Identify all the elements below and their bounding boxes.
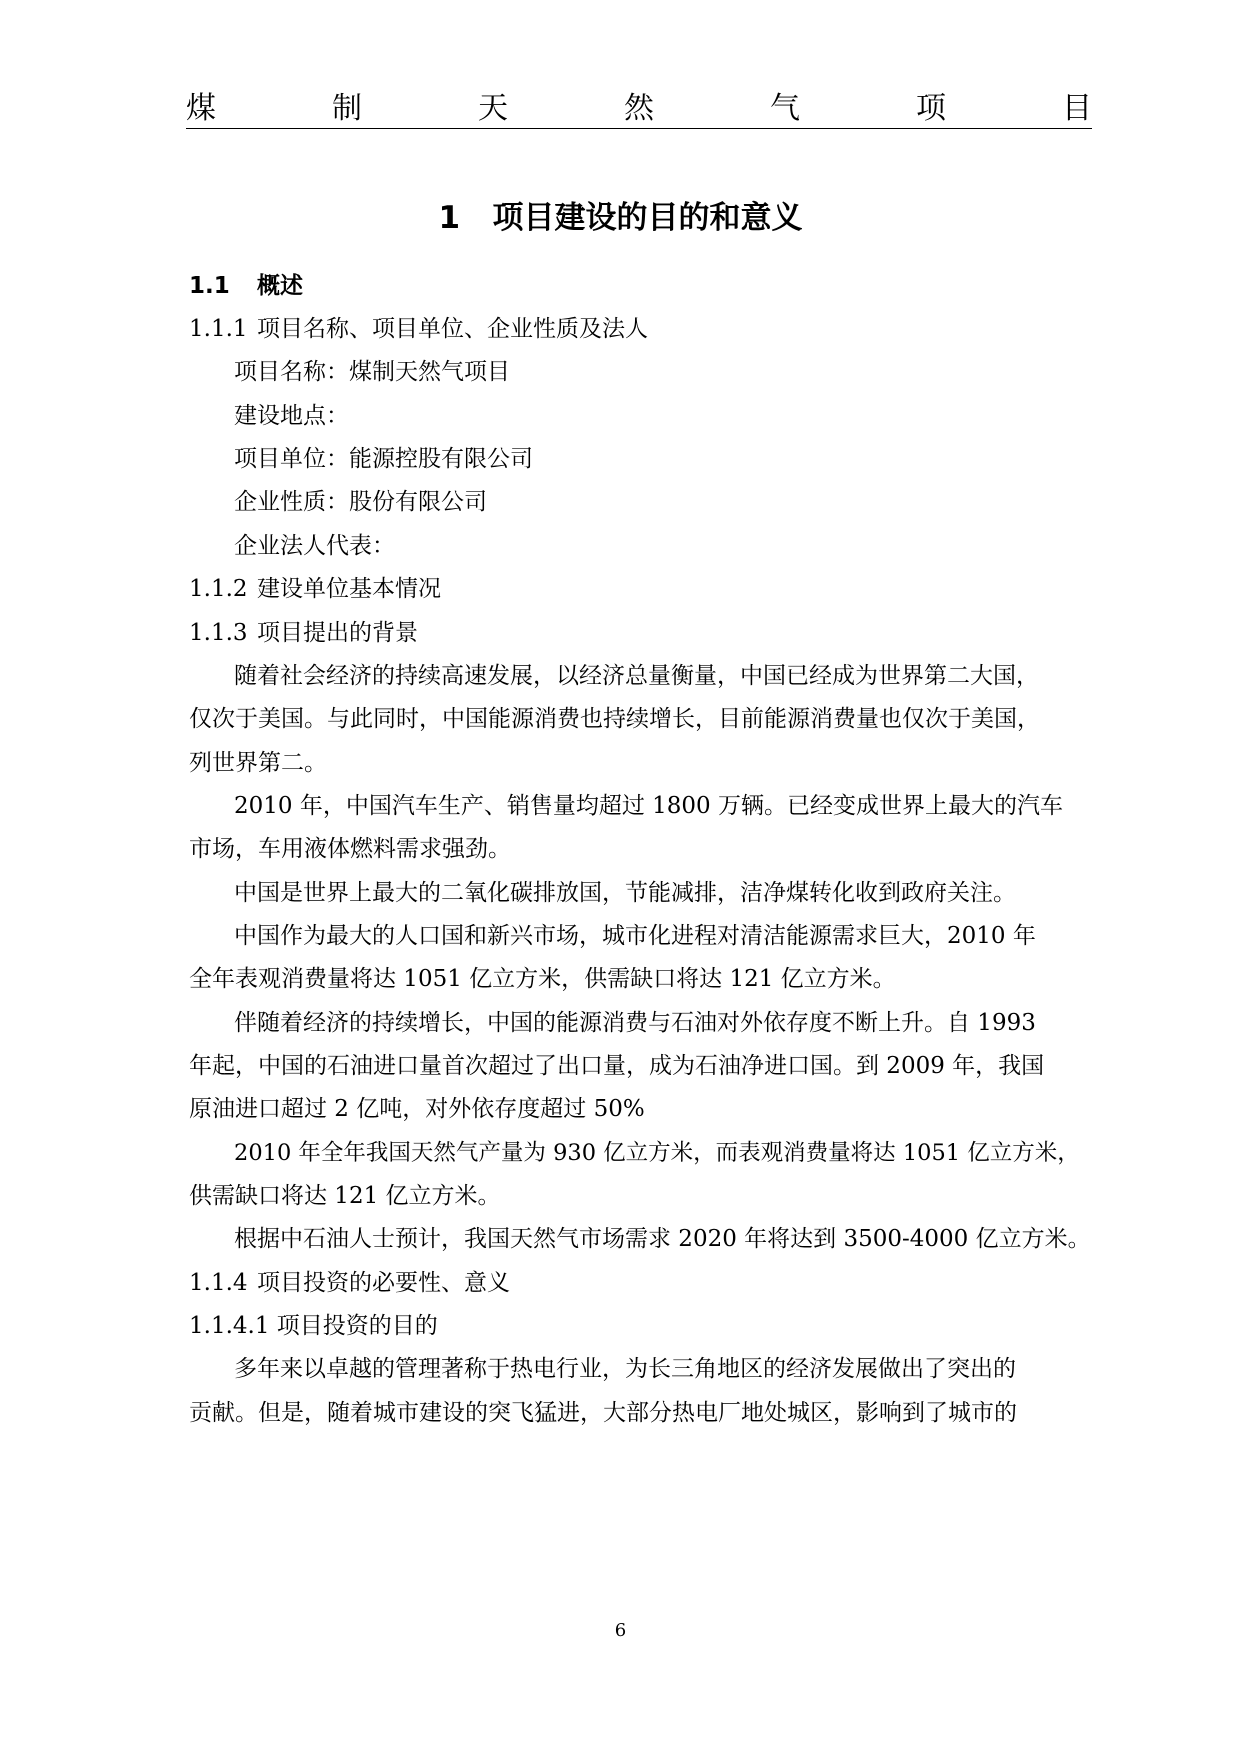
page-number: 6 [614,1620,627,1641]
subsection-heading-1-1-2 [189,574,1089,604]
section-title: 概述 [257,273,303,299]
subsection-heading-1-1-4-1: 1.1.4.1 项目投资的目的 [189,1313,438,1339]
subsection-title: 项目提出的背景 [257,620,418,646]
subsection-number: 1.1.2 [189,576,248,602]
header-char: 天 [478,91,508,126]
project-info-item: 建设地点： [234,403,349,429]
body-line: 2010 年，中国汽车生产、销售量均超过 1800 万辆。已经变成世界上最大的汽车 [234,793,1063,819]
subsection-number: 1.1.1 [189,316,248,342]
project-info-item: 企业法人代表： [234,533,395,559]
section-heading-1-1 [189,271,1089,301]
body-line: 中国作为最大的人口国和新兴市场，城市化进程对清洁能源需求巨大，2010 年 [234,923,1036,949]
body-line: 供需缺口将达 121 亿立方米。 [189,1183,501,1209]
project-info-item: 项目名称：煤制天然气项目 [234,359,510,385]
body-line: 伴随着经济的持续增长，中国的能源消费与石油对外依存度不断上升。自 1993 [234,1010,1036,1036]
body-line: 年起，中国的石油进口量首次超过了出口量，成为石油净进口国。到 2009 年，我国 [189,1053,1045,1079]
header-char: 煤 [186,91,216,126]
subsection-heading-1-1-1 [189,314,1089,344]
project-info-item: 项目单位：能源控股有限公司 [234,446,533,472]
subsection-number: 1.1.4 [189,1270,248,1296]
header-char: 然 [624,91,654,126]
body-line: 中国是世界上最大的二氧化碳排放国，节能减排，洁净煤转化收到政府关注。 [234,880,1016,906]
body-line: 随着社会经济的持续高速发展，以经济总量衡量，中国已经成为世界第二大国， [234,663,1039,689]
body-line: 原油进口超过 2 亿吨，对外依存度超过 50% [189,1096,645,1122]
body-line: 贡献。但是，随着城市建设的突飞猛进，大部分热电厂地处城区，影响到了城市的 [189,1400,1017,1426]
chapter-title: 1 项目建设的目的和意义 [438,200,803,236]
header-char: 目 [1062,91,1092,126]
header-char: 气 [770,91,800,126]
subsection-heading-1-1-4 [189,1268,1089,1298]
subsection-title: 项目名称、项目单位、企业性质及法人 [257,316,648,342]
header-char: 制 [332,91,362,126]
body-line: 多年来以卓越的管理著称于热电行业，为长三角地区的经济发展做出了突出的 [234,1356,1016,1382]
body-line: 全年表观消费量将达 1051 亿立方米，供需缺口将达 121 亿立方米。 [189,966,896,992]
section-number: 1.1 [189,273,230,299]
subsection-title: 项目投资的必要性、意义 [257,1270,510,1296]
header-char: 项 [916,91,946,126]
body-line: 根据中石油人士预计，我国天然气市场需求 2020 年将达到 3500-4000 亿立方米。 [234,1226,1091,1252]
body-line: 仅次于美国。与此同时，中国能源消费也持续增长，目前能源消费量也仅次于美国， [189,706,1040,732]
header-rule [186,128,1092,129]
body-line: 列世界第二。 [189,750,327,776]
running-header [186,84,1092,126]
body-line: 2010 年全年我国天然气产量为 930 亿立方米，而表观消费量将达 1051 亿立方米， [234,1140,1080,1166]
body-line: 市场，车用液体燃料需求强劲。 [189,836,511,862]
subsection-heading-1-1-3 [189,618,1089,648]
subsection-number: 1.1.3 [189,620,248,646]
project-info-item: 企业性质：股份有限公司 [234,489,487,515]
subsection-title: 建设单位基本情况 [257,576,441,602]
